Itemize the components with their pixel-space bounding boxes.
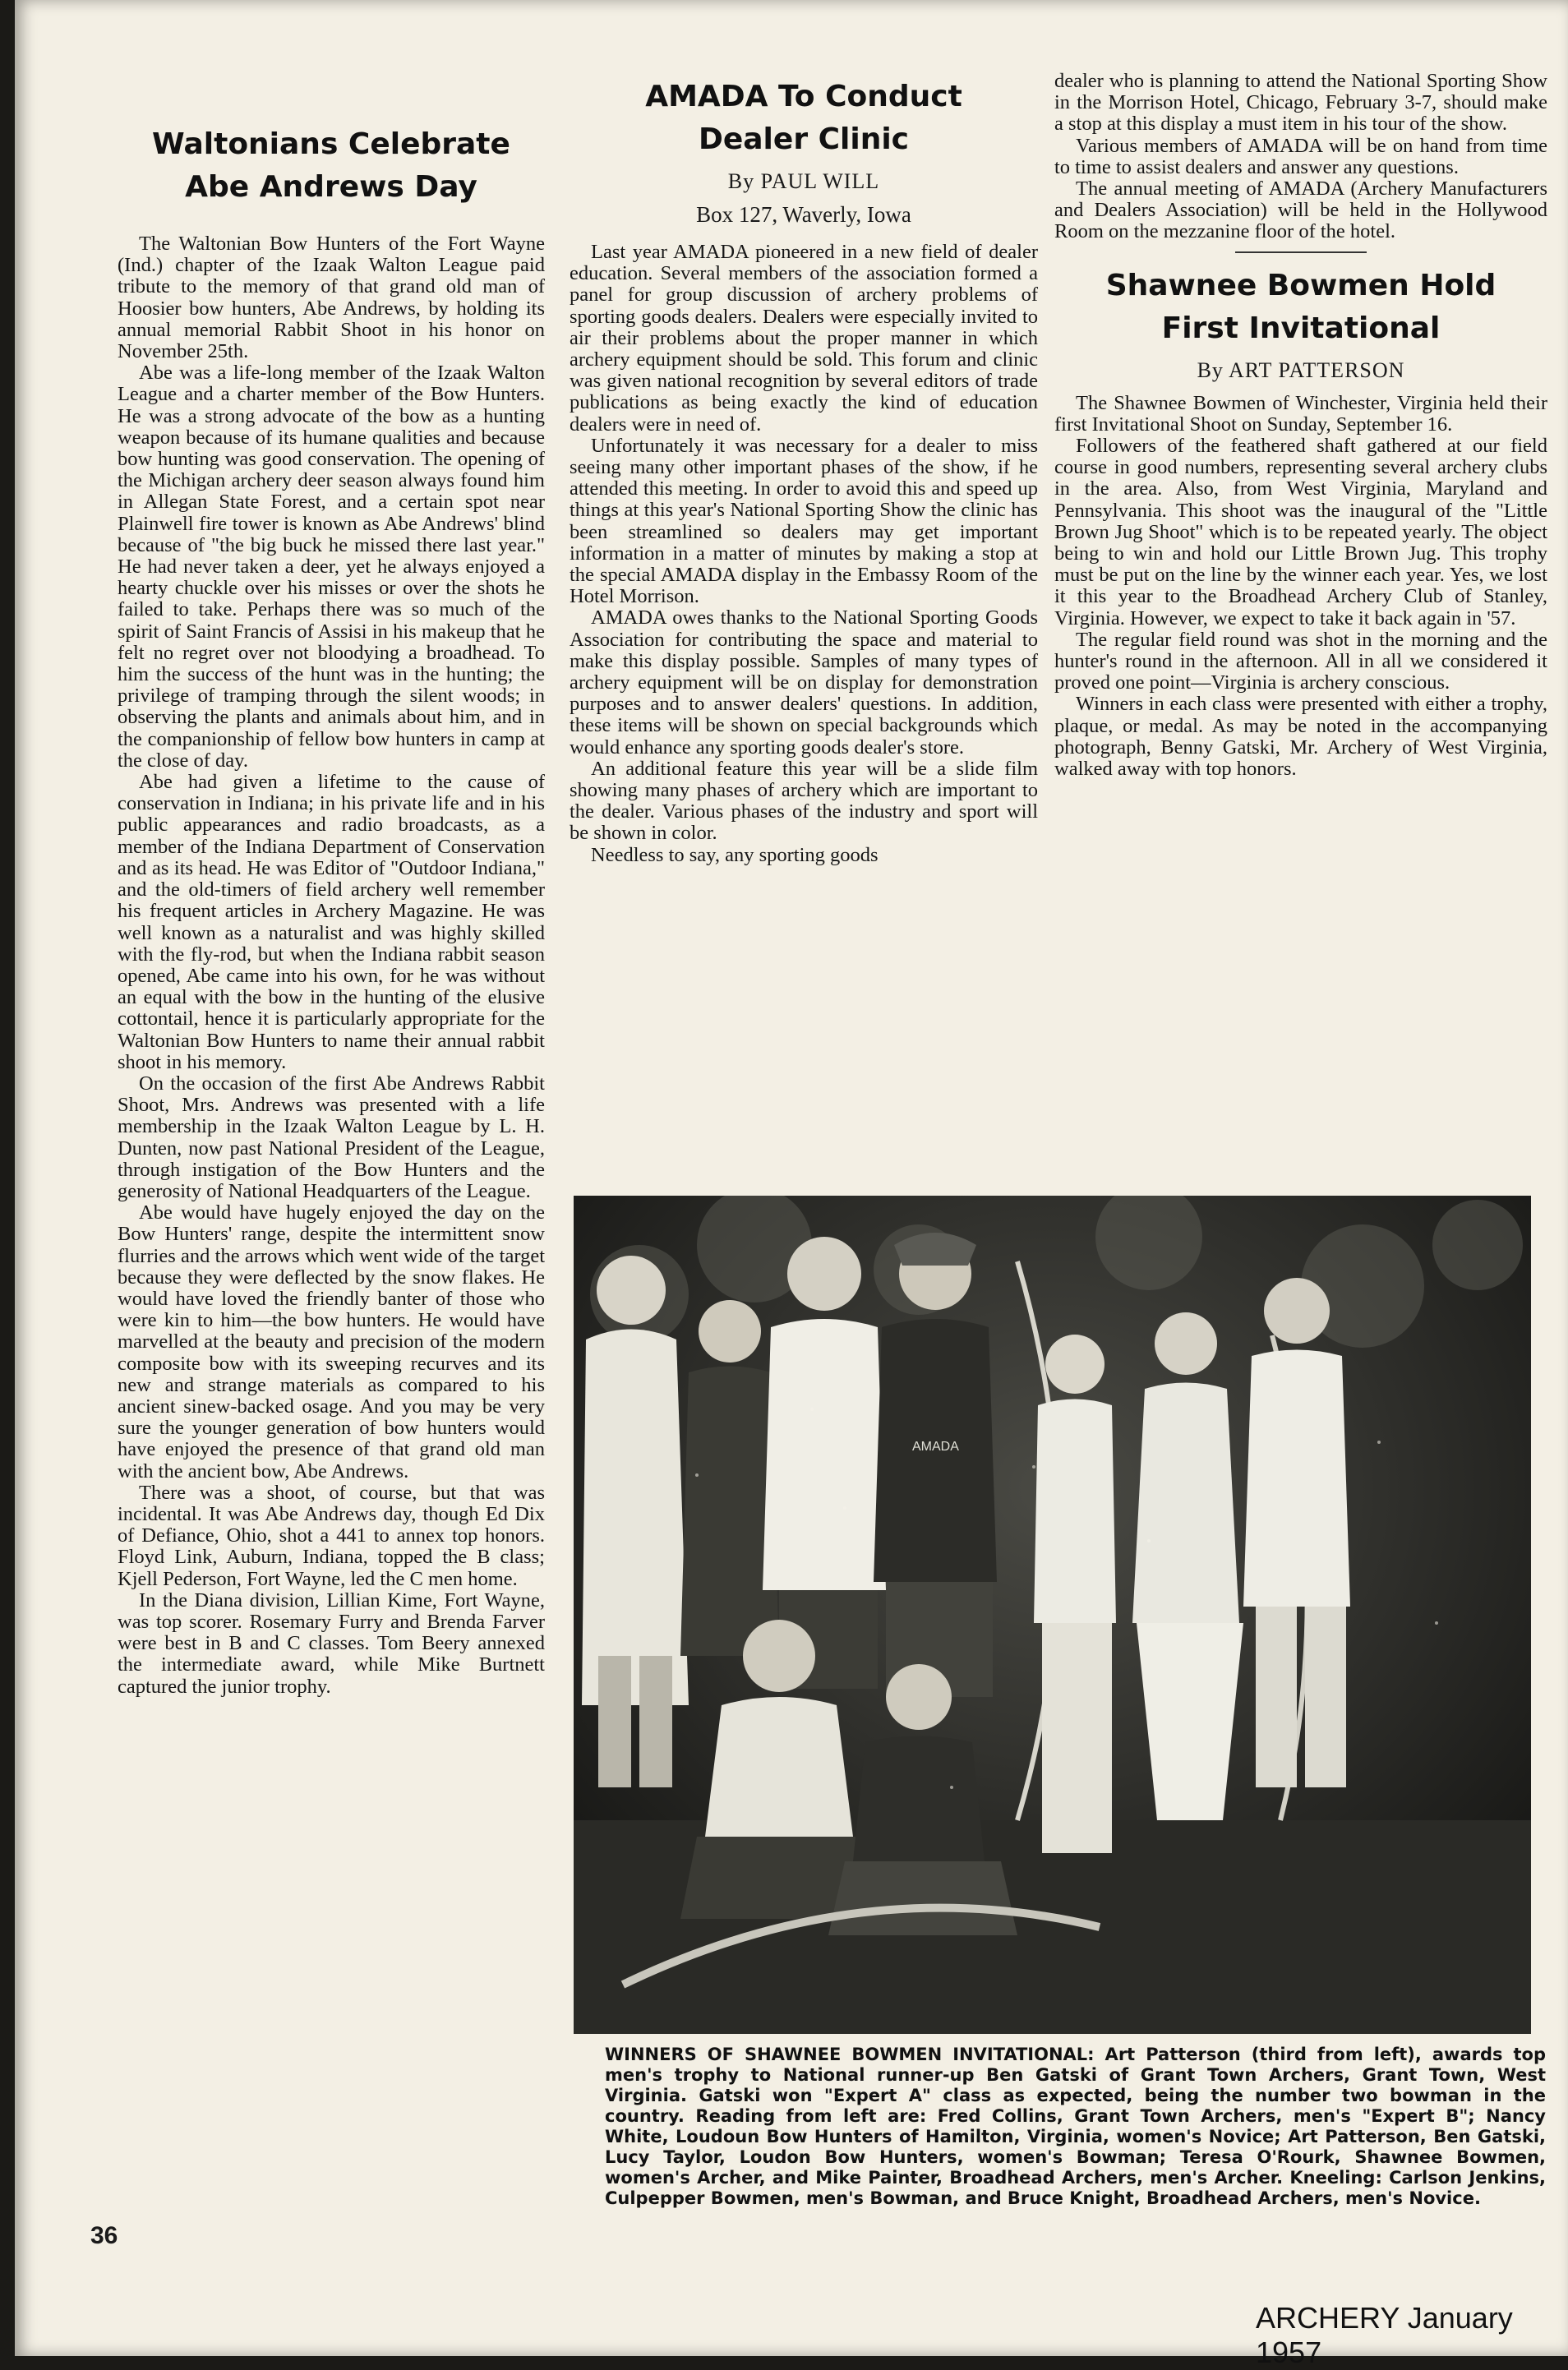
paragraph: Abe was a life-long member of the Izaak Walton League and a charter member of the Bow Hunters. He was a strong advocate of the bow as a hunting weapon because of its humane qualities and because bow hunting was good conservation. The opening of the Michigan archery deer season always found him in Allegan State Forest, and a certain spot near Plainwell fire tower is known as Abe Andrews' blind because of "the big buck he missed there last year." He had never taken a deer, yet he always enjoyed a hearty chuckle over his misses or over the shots he failed to take. Perhaps there was so much of the spirit of Saint Francis of Assisi in his makeup that he felt no regret over not bloodying a broadhead. To him the success of the hunt was in the hunting; the privilege of tramping through the silent woods; in observing the plants and animals about him, and in the companionship of fellow bow hunters in camp at the close of day. [118, 362, 545, 772]
paragraph: Abe had given a lifetime to the cause of conservation in Indiana; in his private life and in his public appearances and radio broadcasts, as a member of the Indiana Department of Conservation and as its head. He was Editor of "Outdoor Indiana," and the old-timers of field archery well remember his frequent articles in Archery Magazine. He was well known as a naturalist and was highly skilled with the fly-rod, but when the Indiana rabbit season opened, Abe came into his own, for he was without an equal with the bow in the hunting of the elusive cottontail, hence it is particularly appropriate for the Waltonian Bow Hunters to name their annual rabbit shoot in his memory. [118, 771, 545, 1073]
paragraph: dealer who is planning to attend the National Sporting Show in the Morrison Hotel, Chicago, February 3-7, should make a stop at this display a must item in his tour of the show. [1054, 70, 1547, 136]
paragraph: In the Diana division, Lillian Kime, Fort Wayne, was top scorer. Rosemary Furry and Brenda Farver were best in B and C classes. Tom Beery annexed the intermediate award, while Mike Burtnett captured the junior trophy. [118, 1588, 545, 1698]
group-photo-illustration [574, 1196, 1531, 2034]
paragraph: The Shawnee Bowmen of Winchester, Virginia held their first Invitational Shoot on Sunday, September 16. [1054, 391, 1547, 436]
article-title-line2: Dealer Clinic [698, 122, 910, 156]
article-title-line2: First Invitational [1161, 311, 1441, 345]
paragraph: The regular field round was shot in the morning and the hunter's round in the afternoon. All in all we considered it proved one point—Virginia is archery conscious. [1054, 628, 1547, 694]
address: Box 127, Waverly, Iowa [696, 202, 911, 227]
group-photo [574, 1196, 1531, 2034]
paragraph: Abe would have hugely enjoyed the day on the Bow Hunters' range, despite the intermittent snow flurries and the arrows which went wide of the target because they were deflected by the snow flakes. He would have loved the friendly banter of those who were kin to him—the bow hunters. He would have marvelled at the beauty and precision of the modern composite bow with its sweeping recurves and its new and strange materials as compared to his ancient sinew-backed osage. And you may be very sure the younger generation of bow hunters would have enjoyed the presence of that grand old man with the ancient bow, Abe Andrews. [118, 1201, 545, 1482]
magazine-page [15, 0, 1568, 2369]
photo-caption: WINNERS OF SHAWNEE BOWMEN INVITATIONAL: Art Patterson (third from left), awards top men's trophy to National runner-up Ben Gatski of Grant Town Archers, Grant Town, West Virginia. Gatski won "Expert A" class as expected, being the number two bowman in the country. Reading from left are: Fred Collins, Grant Town Archers, men's "Expert B"; Nancy White, Loudoun Bow Hunters of Hamilton, Virginia, women's Novice; Art Patterson, Ben Gatski, Lucy Taylor, Loudon Bow Hunters, women's Bowman; Teresa O'Rourk, Shawnee Bowmen, women's Archer, and Mike Painter, Broadhead Archers, men's Archer. Kneeling: Carlson Jenkins, Culpepper Bowmen, men's Bowman, and Bruce Knight, Broadhead Archers, men's Novice. [605, 2045, 1546, 2208]
paragraph: On the occasion of the first Abe Andrews Rabbit Shoot, Mrs. Andrews was presented with a life membership in the Izaak Walton League by L. H. Dunten, now past National President of the League, through instigation of the Bow Hunters and the generosity of National Headquarters of the League. [118, 1072, 545, 1202]
paragraph: AMADA owes thanks to the National Sporting Goods Association for contributing the space and material to make this display possible. Samples of many types of archery equipment will be on display for demonstration purposes and to answer dealers' questions. In addition, these items will be shown on special backgrounds which would enhance any sporting goods dealer's store. [570, 606, 1038, 758]
paragraph: Last year AMADA pioneered in a new field of dealer education. Several members of the association formed a panel for group discussion of archery problems of sporting goods dealers. Dealers were especially invited to air their problems about the proper manner in which archery equipment should be sold. This forum and clinic was given national recognition by several editors of trade publications as being exactly the kind of education dealers were in need of. [570, 241, 1038, 436]
paragraph: Followers of the feathered shaft gathered at our field course in good numbers, representing several archery clubs in the area. Also, from West Virginia, Maryland and Pennsylvania. This shoot was the inaugural of the "Little Brown Jug Shoot" which is to be repeated yearly. The object being to win and hold our Little Brown Jug. This trophy must be put on the line by the winner each year. Yes, we lost it this year to the Broadhead Archery Club of Stanley, Virginia. However, we expect to take it back again in '57. [1054, 435, 1547, 629]
article-waltonians [118, 0, 545, 1698]
article-title-line1: Waltonians Celebrate [152, 127, 510, 161]
article-title-line1: AMADA To Conduct [645, 80, 962, 113]
paragraph: Winners in each class were presented with either a trophy, plaque, or medal. As may be noted in the accompanying photograph, Benny Gatski, Mr. Archery of West Virginia, walked away with top honors. [1054, 693, 1547, 781]
paragraph: The annual meeting of AMADA (Archery Manufacturers and Dealers Association) will be held in the Hollywood Room on the mezzanine floor of the hotel. [1054, 178, 1547, 243]
column-three [1054, 0, 1547, 780]
article-title-line2: Abe Andrews Day [185, 170, 477, 204]
divider [1235, 251, 1367, 253]
person-lucy-taylor [1034, 1335, 1116, 1853]
shirt-label: AMADA [912, 1440, 959, 1454]
paragraph: There was a shoot, of course, but that was incidental. It was Abe Andrews day, though Ed Dix of Defiance, Ohio, shot a 441 to annex top honors. Floyd Link, Auburn, Indiana, topped the B class; Kjell Pederson, Fort Wayne, led the C men home. [118, 1481, 545, 1590]
page-number: 36 [90, 2222, 118, 2249]
paragraph: An additional feature this year will be a slide film showing many phases of archery which are important to the dealer. Various phases of the industry and sport will be shown in color. [570, 757, 1038, 845]
byline: By PAUL WILL [727, 169, 880, 193]
paragraph: The Waltonian Bow Hunters of the Fort Wayne (Ind.) chapter of the Izaak Walton League paid tribute to the memory of that grand old man of Hoosier bow hunters, Abe Andrews, by holding its annual memorial Rabbit Shoot in his honor on November 25th. [118, 233, 545, 363]
byline: By ART PATTERSON [1197, 357, 1405, 382]
paragraph: Various members of AMADA will be on hand from time to time to assist dealers and answer any questions. [1054, 134, 1547, 178]
person-mike-painter [1243, 1278, 1350, 1787]
magazine-footer: ARCHERY January 1957 [1256, 2301, 1513, 2369]
paragraph: Needless to say, any sporting goods [591, 843, 879, 866]
article-amada [570, 0, 1038, 866]
article-title-line1: Shawnee Bowmen Hold [1105, 268, 1497, 302]
paragraph: Unfortunately it was necessary for a dealer to miss seeing many other important phases of the show, if he attended this meeting. In order to avoid this and speed up things at this year's National Sporting Show the clinic has been streamlined so dealers may get important information in a matter of minutes by making a stop at the special AMADA display in the Embassy Room of the Hotel Morrison. [570, 434, 1038, 608]
